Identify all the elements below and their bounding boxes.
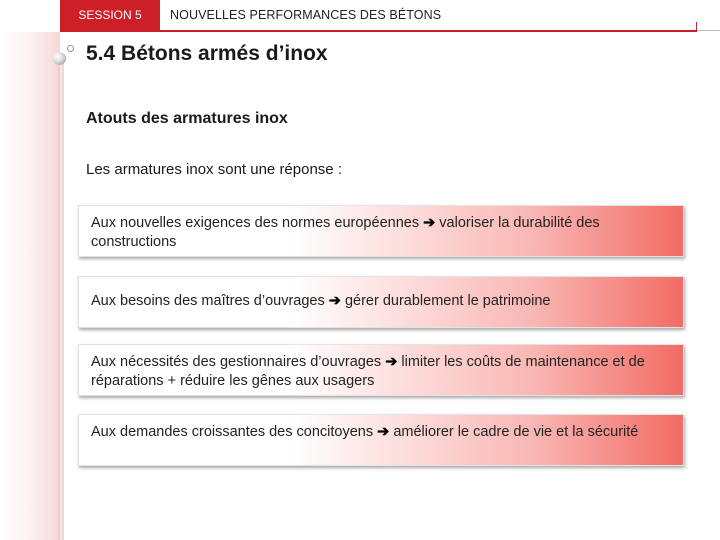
header-divider <box>60 30 696 32</box>
right-arrow-icon: ➔ <box>385 354 398 370</box>
right-arrow-icon: ➔ <box>328 293 341 309</box>
card-text-after: valoriser la durabilité des constructions <box>91 215 600 250</box>
card-text-before: Aux demandes croissantes des concitoyens <box>91 424 374 440</box>
benefit-card <box>78 205 684 257</box>
top-bar <box>0 0 720 30</box>
small-circle-icon <box>67 45 74 52</box>
card-text-after: gérer durablement le patrimoine <box>344 293 551 309</box>
header-title: NOUVELLES PERFORMANCES DES BÉTONS <box>170 8 442 22</box>
benefit-card <box>78 344 684 396</box>
left-decorative-strip <box>0 32 60 540</box>
page-title: 5.4 Bétons armés d’inox <box>86 42 328 65</box>
card-text-before: Aux besoins des maîtres d’ouvrages <box>91 293 325 309</box>
card-text-before: Aux nouvelles exigences des normes européennes <box>91 215 420 231</box>
card-text-after: limiter les coûts de maintenance et de réparations + réduire les gênes aux usagers <box>91 354 645 389</box>
subtitle: Atouts des armatures inox <box>86 110 288 127</box>
title-bullet-icon <box>53 52 66 65</box>
card-text-before: Aux nécessités des gestionnaires d’ouvrages <box>91 354 382 370</box>
benefit-card <box>78 276 684 328</box>
benefit-card <box>78 414 684 466</box>
intro-text: Les armatures inox sont une réponse : <box>86 161 342 178</box>
card-text-after: améliorer le cadre de vie et la sécurité <box>393 424 639 440</box>
right-arrow-icon: ➔ <box>423 215 436 231</box>
session-tab: SESSION 5 <box>60 0 160 30</box>
header-divider-right <box>697 30 720 31</box>
left-strip-shadow <box>56 60 64 540</box>
right-arrow-icon: ➔ <box>377 424 390 440</box>
